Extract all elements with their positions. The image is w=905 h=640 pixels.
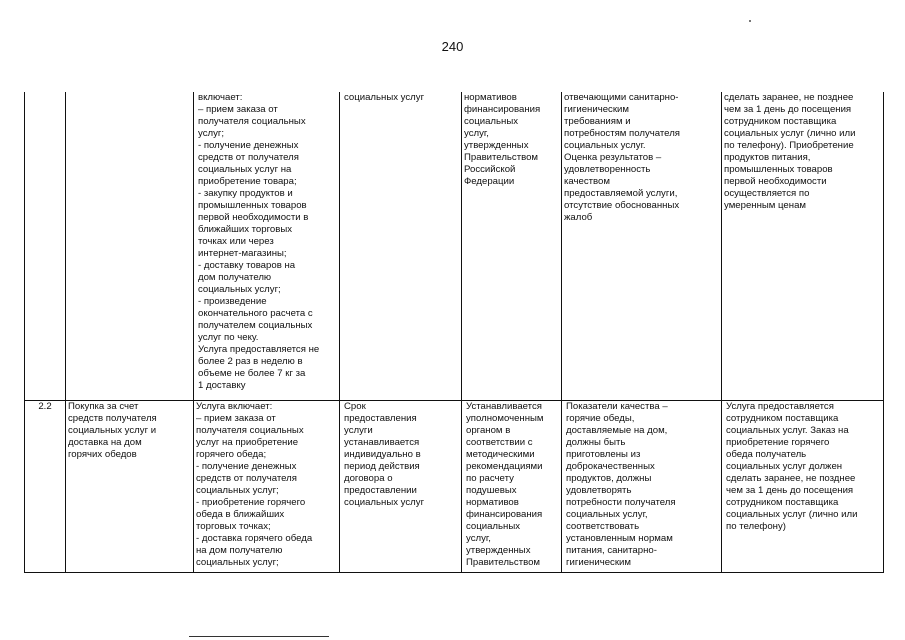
cell-line: установленным нормам bbox=[566, 532, 673, 544]
cell-line: сделать заранее, не позднее bbox=[726, 472, 856, 484]
cell-line: продуктов питания, bbox=[724, 152, 811, 163]
page-number: 240 bbox=[441, 39, 464, 54]
cell-line: Федерации bbox=[464, 176, 515, 187]
cell-line: ближайших торговых bbox=[198, 224, 293, 235]
cell-line: точках или через bbox=[198, 236, 274, 247]
cell-line: интернет-магазины; bbox=[198, 248, 287, 259]
cell-line: социальных услуг; bbox=[196, 484, 279, 496]
cell-line: доставляемые на дом, bbox=[566, 424, 668, 436]
cell-line: приобретение горячего bbox=[726, 436, 830, 448]
cell-line: предоставления bbox=[344, 412, 417, 424]
cell-line: продуктов, должны bbox=[566, 472, 652, 484]
cell-line: социальных услуг на bbox=[198, 164, 292, 175]
cell-line: получателя социальных bbox=[196, 424, 304, 436]
cell-line: первой необходимости в bbox=[198, 212, 309, 223]
cell-line: услуг, bbox=[464, 128, 489, 139]
table-row bbox=[25, 92, 884, 400]
cell-line: утвержденных bbox=[464, 140, 529, 151]
cell-line: предоставляемой услуги, bbox=[564, 188, 678, 199]
cell-line: финансирования bbox=[464, 104, 541, 115]
cell-line: социальных bbox=[464, 116, 519, 127]
cell-line: гигиеническим bbox=[566, 556, 631, 568]
services-table bbox=[24, 92, 884, 573]
cell-line: предоставлении bbox=[344, 484, 417, 496]
cell-line: услуг на приобретение bbox=[196, 436, 299, 448]
cell-line: органом в bbox=[466, 424, 511, 436]
cell-line: сотрудником поставщика bbox=[724, 116, 837, 127]
cell-line: горячих обедов bbox=[68, 448, 137, 460]
cell-line: подушевых bbox=[466, 484, 517, 496]
cell-line: социальных услуг должен bbox=[726, 460, 843, 472]
cell-line: включает: bbox=[198, 92, 243, 103]
cell-line: приготовлены из bbox=[566, 448, 641, 460]
cell-line: потребностям получателя bbox=[564, 128, 680, 139]
cell-line: получателем социальных bbox=[198, 320, 313, 331]
cell-line: методическими bbox=[466, 448, 535, 460]
cell-line: получателя социальных bbox=[198, 116, 306, 127]
cell-line: - получение денежных bbox=[196, 460, 297, 472]
cell-conditions bbox=[722, 400, 884, 572]
cell-line: - произведение bbox=[198, 296, 267, 307]
cell-line: по расчету bbox=[466, 472, 514, 484]
cell-line: требованиям и bbox=[564, 116, 631, 127]
cell-line: - приобретение горячего bbox=[196, 496, 306, 508]
cell-norms bbox=[462, 400, 562, 572]
cell-line: - закупку продуктов и bbox=[198, 188, 293, 199]
cell-line: обеда в ближайших bbox=[196, 508, 285, 520]
cell-line: социальных услуг и bbox=[68, 424, 157, 436]
cell-line: Правительством bbox=[464, 152, 539, 163]
cell-line: потребности получателя bbox=[566, 496, 676, 508]
cell-line: соответствовать bbox=[566, 520, 640, 532]
cell-line: социальных услуг; bbox=[198, 284, 281, 295]
cell-line: устанавливается bbox=[344, 436, 420, 448]
cell-line: социальных услуг. Заказ на bbox=[726, 424, 849, 436]
cell-line: осуществляется по bbox=[724, 188, 810, 199]
cell-line: окончательного расчета с bbox=[198, 308, 313, 319]
cell-line: умеренным ценам bbox=[724, 200, 806, 211]
cell-num bbox=[25, 92, 66, 400]
cell-line: сотрудником поставщика bbox=[726, 496, 839, 508]
cell-line: должны быть bbox=[566, 436, 626, 448]
cell-line: услуг, bbox=[466, 532, 491, 544]
cell-line: чем за 1 день до посещения bbox=[726, 484, 854, 496]
cell-line: - доставка горячего обеда bbox=[196, 532, 313, 544]
scan-speck bbox=[749, 20, 751, 22]
cell-line: Услуга включает: bbox=[196, 400, 273, 412]
cell-line: Покупка за счет bbox=[68, 400, 139, 412]
cell-term bbox=[340, 400, 462, 572]
cell-line: социальных услуг bbox=[344, 92, 425, 103]
cell-line: промышленных товаров bbox=[724, 164, 833, 175]
table-row bbox=[25, 400, 884, 572]
cell-line: средств от получателя bbox=[196, 472, 297, 484]
cell-quality bbox=[562, 92, 722, 400]
cell-line: обеда получатель bbox=[726, 448, 807, 460]
cell-line: Устанавливается bbox=[466, 400, 542, 412]
cell-line: уполномоченным bbox=[466, 412, 544, 424]
cell-line: рекомендациями bbox=[466, 460, 543, 472]
cell-line: более 2 раз в неделю в bbox=[198, 356, 303, 367]
cell-line: Правительством bbox=[466, 556, 541, 568]
cell-line: социальных услуг bbox=[344, 496, 425, 508]
cell-line: горячие обеды, bbox=[566, 412, 635, 424]
cell-line: финансирования bbox=[466, 508, 543, 520]
cell-line: отсутствие обоснованных bbox=[564, 200, 680, 211]
cell-line: доставка на дом bbox=[68, 436, 142, 448]
cell-line: социальных услуг (лично или bbox=[726, 508, 858, 520]
cell-norms bbox=[462, 92, 562, 400]
cell-line: гигиеническим bbox=[564, 104, 629, 115]
cell-line: нормативов bbox=[464, 92, 517, 103]
cell-line: утвержденных bbox=[466, 544, 531, 556]
cell-line: социальных услуг; bbox=[196, 556, 279, 568]
cell-line: - получение денежных bbox=[198, 140, 299, 151]
cell-line: услуг; bbox=[198, 128, 225, 139]
cell-service-name bbox=[66, 92, 194, 400]
cell-line: социальных услуг (лично или bbox=[724, 128, 856, 139]
cell-line: сотрудником поставщика bbox=[726, 412, 839, 424]
cell-line: социальных услуг, bbox=[566, 508, 648, 520]
cell-line: отвечающими санитарно- bbox=[564, 92, 679, 103]
cell-line: соответствии с bbox=[466, 436, 533, 448]
cell-line: Российской bbox=[464, 164, 516, 175]
cell-line: социальных bbox=[466, 520, 521, 532]
cell-line: средств получателя bbox=[68, 412, 157, 424]
cell-line: Показатели качества – bbox=[566, 400, 668, 412]
cell-line: Срок bbox=[344, 400, 366, 412]
cell-term bbox=[340, 92, 462, 400]
cell-line: – прием заказа от bbox=[196, 412, 276, 424]
cell-line: по телефону) bbox=[726, 520, 786, 532]
cell-line: по телефону). Приобретение bbox=[724, 140, 854, 151]
cell-num: 2.2 bbox=[25, 400, 66, 572]
cell-line: дом получателю bbox=[198, 272, 272, 283]
cell-line: период действия bbox=[344, 460, 420, 472]
cell-conditions bbox=[722, 92, 884, 400]
cell-line: доброкачественных bbox=[566, 460, 655, 472]
cell-line: промышленных товаров bbox=[198, 200, 307, 211]
cell-line: социальных услуг. bbox=[564, 140, 646, 151]
cell-line: - доставку товаров на bbox=[198, 260, 296, 271]
footnote-rule bbox=[189, 636, 329, 637]
cell-line: – прием заказа от bbox=[198, 104, 278, 115]
cell-line: горячего обеда; bbox=[196, 448, 267, 460]
cell-quality bbox=[562, 400, 722, 572]
cell-content bbox=[194, 400, 340, 572]
cell-line: приобретение товара; bbox=[198, 176, 297, 187]
cell-line: объеме не более 7 кг за bbox=[198, 368, 306, 379]
cell-line: удовлетворять bbox=[566, 484, 632, 496]
cell-line: средств от получателя bbox=[198, 152, 299, 163]
cell-line: жалоб bbox=[564, 212, 593, 223]
cell-line: услуг по чеку. bbox=[198, 332, 259, 343]
cell-line: Услуга предоставляется bbox=[726, 400, 834, 412]
cell-line: Услуга предоставляется не bbox=[198, 344, 320, 355]
cell-line: нормативов bbox=[466, 496, 519, 508]
cell-line: качеством bbox=[564, 176, 610, 187]
cell-line: чем за 1 день до посещения bbox=[724, 104, 852, 115]
cell-line: 1 доставку bbox=[198, 380, 246, 391]
cell-line: торговых точках; bbox=[196, 520, 271, 532]
cell-line: услуги bbox=[344, 424, 373, 436]
cell-service-name bbox=[66, 400, 194, 572]
cell-line: первой необходимости bbox=[724, 176, 827, 187]
cell-line: сделать заранее, не позднее bbox=[724, 92, 854, 103]
cell-line: на дом получателю bbox=[196, 544, 283, 556]
cell-line: индивидуально в bbox=[344, 448, 421, 460]
cell-line: питания, санитарно- bbox=[566, 544, 657, 556]
cell-content bbox=[194, 92, 340, 400]
cell-line: договора о bbox=[344, 472, 393, 484]
cell-line: удовлетворенность bbox=[564, 164, 651, 175]
cell-line: Оценка результатов – bbox=[564, 152, 662, 163]
